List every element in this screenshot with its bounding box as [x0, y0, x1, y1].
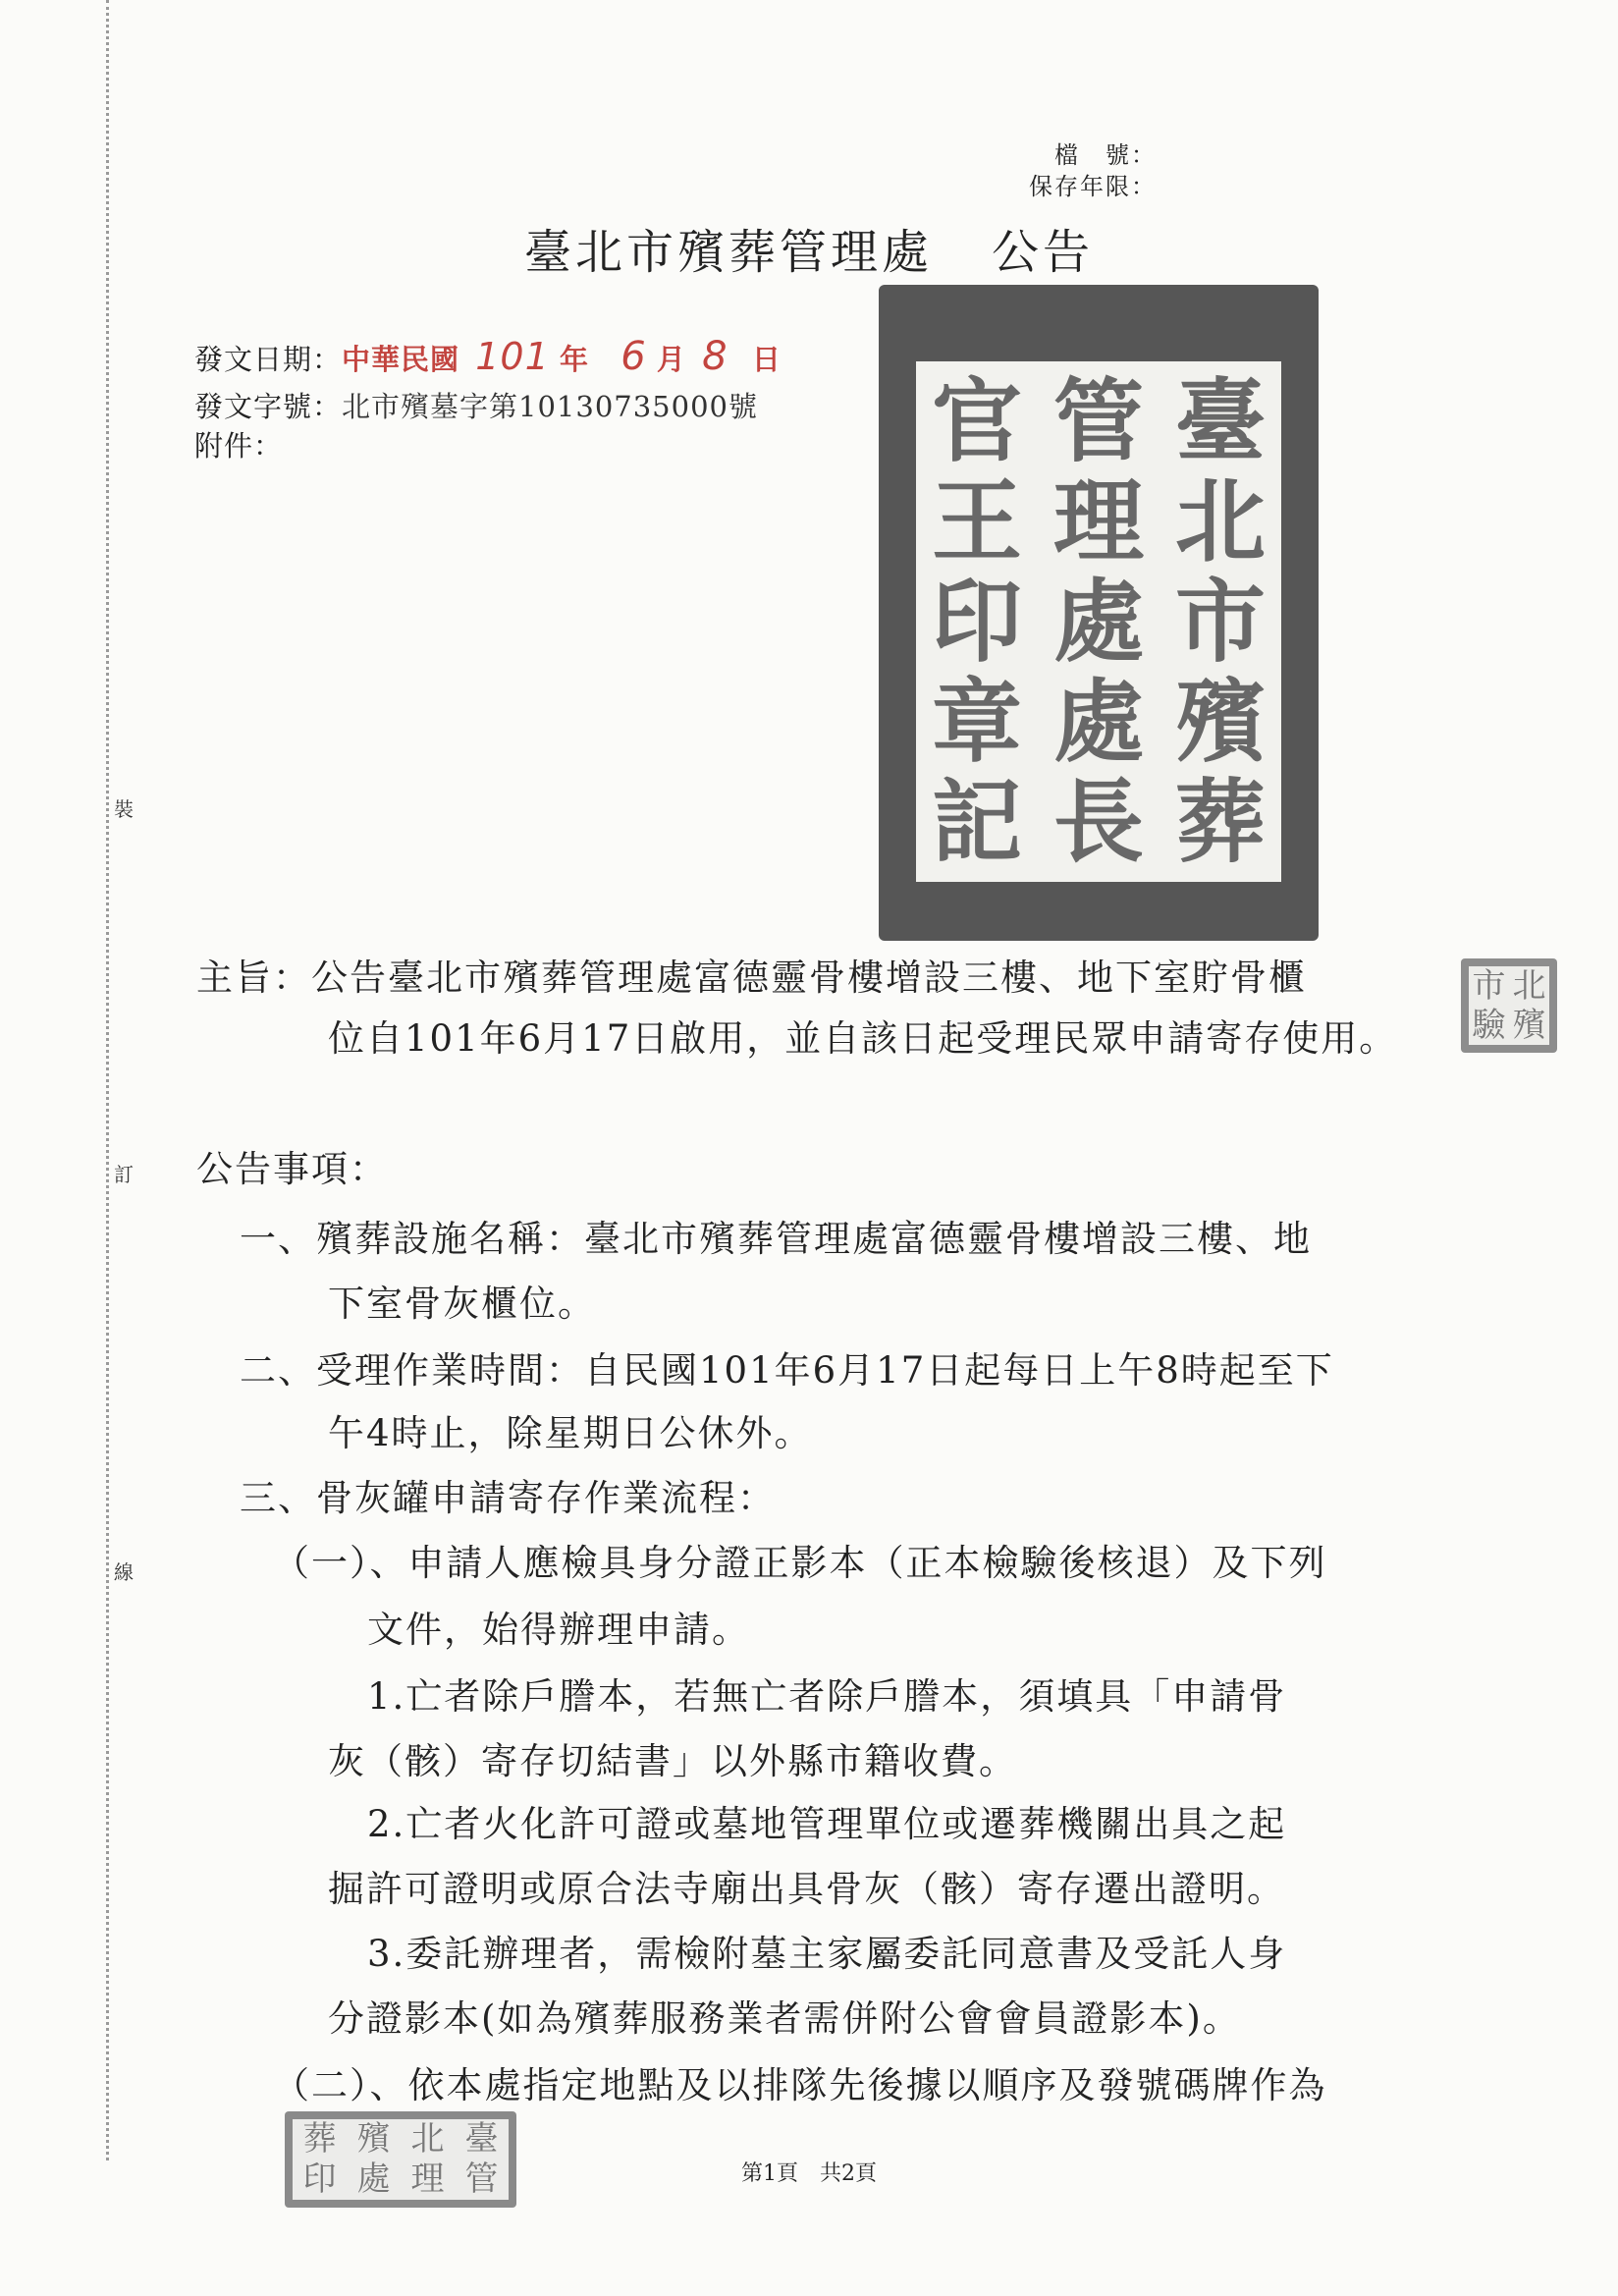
subject-label: 主旨： — [196, 957, 311, 999]
bottom-seal-image: 臺 北 殯 葬 管 理 處 印 — [285, 2111, 516, 2208]
subitem-1-line-2: 文件，始得辦理申請。 — [367, 1609, 750, 1651]
items-heading: 公告事項： — [196, 1148, 388, 1190]
point-1-line-1: 1.亡者除戶謄本，若無亡者除戶謄本，須填具「申請骨 — [367, 1675, 1287, 1718]
issue-date — [194, 334, 782, 379]
check-seal-image: 北 市 殯 驗 — [1461, 958, 1557, 1053]
seal-column-2: 管 理 處 處 長 — [1052, 368, 1144, 875]
subject-line-1: 公告臺北市殯葬管理處富德靈骨樓增設三樓、地下室貯骨櫃 — [311, 957, 1307, 999]
document-number-label: 發文字號： — [194, 390, 343, 423]
document-type: 公告 — [992, 225, 1095, 280]
item-1-line-2: 下室骨灰櫃位。 — [328, 1283, 596, 1325]
item-1-line-1: 一、殯葬設施名稱：臺北市殯葬管理處富德靈骨樓增設三樓、地 — [240, 1218, 1312, 1260]
item-3-line-1: 三、骨灰罐申請寄存作業流程： — [240, 1477, 776, 1519]
date-day: 8 — [702, 334, 728, 379]
page-title — [0, 214, 1618, 282]
point-2-line-2: 掘許可證明或原合法寺廟出具骨灰（骸）寄存遷出證明。 — [328, 1868, 1285, 1910]
subitem-2-line-1: （二）、依本處指定地點及以排隊先後據以順序及發號碼牌作為 — [273, 2064, 1327, 2106]
subitem-1-line-1: （一）、申請人應檢具身分證正影本（正本檢驗後核退）及下列 — [273, 1542, 1327, 1584]
point-2-line-1: 2.亡者火化許可證或墓地管理單位或遷葬機關出具之起 — [367, 1803, 1287, 1845]
item-2-line-2: 午4時止，除星期日公休外。 — [328, 1412, 813, 1454]
document-number-value: 北市殯墓字第10130735000號 — [342, 390, 758, 423]
issue-date-label: 發文日期： — [194, 343, 343, 376]
subject-line-2: 位自101年6月17日啟用，並自該日起受理民眾申請寄存使用。 — [328, 1017, 1398, 1060]
binding-line — [106, 0, 109, 2160]
official-seal-image — [879, 285, 1319, 941]
date-year: 101 — [475, 335, 550, 378]
point-3-line-1: 3.委託辦理者，需檢附墓主家屬委託同意書及受託人身 — [367, 1933, 1287, 1975]
date-day-unit: 日 — [751, 343, 782, 376]
retention-label: 保存年限： — [1029, 173, 1157, 200]
file-number-label: 檔 號： — [1054, 141, 1157, 169]
seal-column-3: 官 王 印 章 記 — [931, 368, 1022, 875]
page-number: 第1頁 共2頁 — [741, 2161, 877, 2186]
point-1-line-2: 灰（骸）寄存切結書」以外縣市籍收費。 — [328, 1740, 1017, 1782]
date-month-unit: 月 — [656, 343, 686, 376]
date-prefix-stamp: 中華民國 — [342, 343, 460, 376]
attachment-label: 附件： — [194, 429, 284, 463]
date-year-unit: 年 — [560, 343, 590, 376]
item-2-line-1: 二、受理作業時間：自民國101年6月17日起每日上午8時起至下 — [240, 1349, 1334, 1392]
document-number — [194, 385, 758, 425]
binding-mark-middle: 訂 — [114, 1163, 134, 1186]
subject — [196, 951, 1307, 1006]
point-3-line-2: 分證影本(如為殯葬服務業者需併附公會會員證影本)。 — [328, 1997, 1241, 2040]
date-month: 6 — [620, 334, 647, 379]
binding-mark-bottom: 線 — [114, 1560, 134, 1584]
agency-name: 臺北市殯葬管理處 — [523, 225, 933, 280]
seal-column-1: 臺 北 市 殯 葬 — [1174, 368, 1266, 875]
binding-mark-top: 裝 — [114, 797, 134, 821]
